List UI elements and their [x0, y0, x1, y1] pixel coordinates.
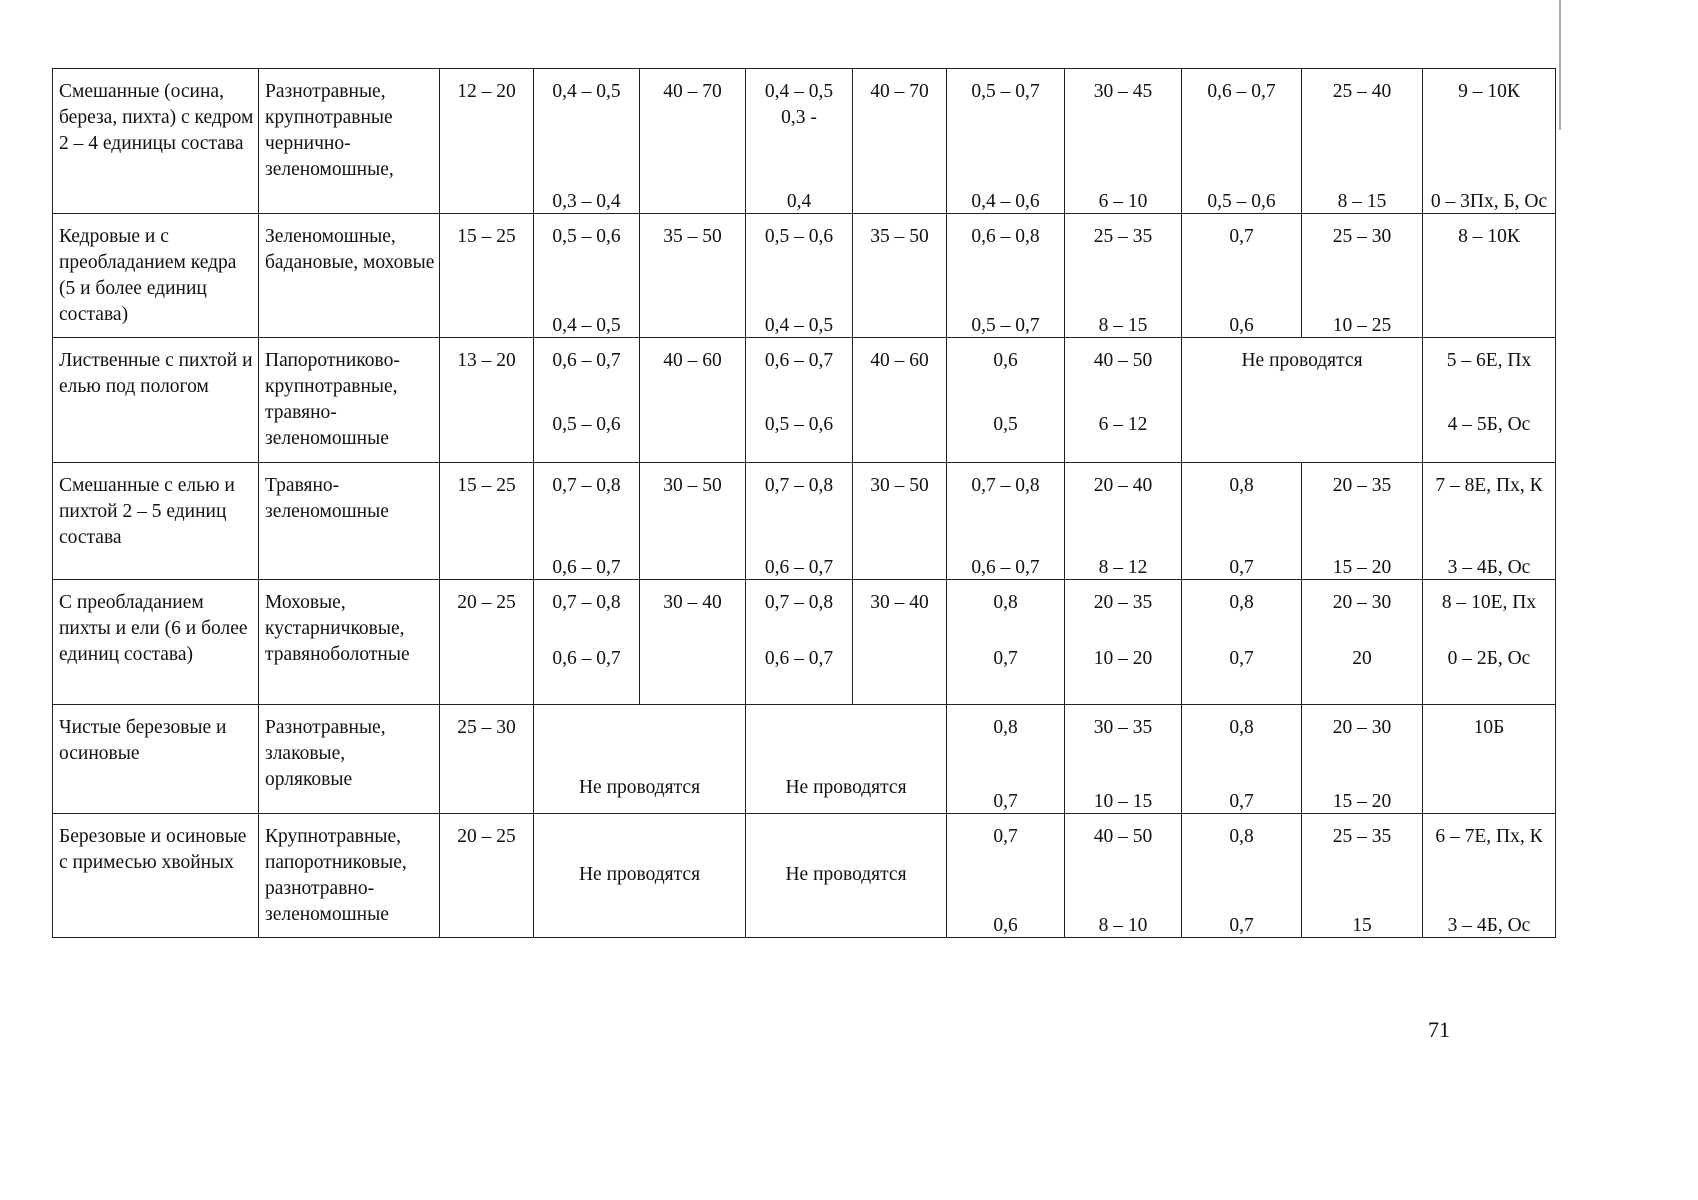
table-cell	[534, 338, 640, 463]
forest-type-cell	[53, 214, 259, 338]
table-cell	[640, 463, 746, 580]
cell-value: 5 – 6Е, Пх	[1446, 350, 1532, 371]
table-cell	[947, 214, 1065, 338]
cell-value: 0,4 – 0,5	[764, 315, 834, 336]
not-conducted-label: Не проводятся	[785, 777, 907, 798]
cell-value: 0,4 – 0,5	[552, 81, 621, 102]
cell-value: 0,5 – 0,7	[971, 81, 1040, 102]
cell-value: 0,6 – 0,7	[764, 350, 834, 371]
table-cell	[534, 580, 640, 705]
cell-value: 0,6 – 0,8	[971, 226, 1040, 247]
table-cell	[1182, 463, 1302, 580]
cell-value: 0,4 – 0,6	[971, 191, 1040, 212]
cell-value: 30 – 40	[663, 592, 722, 613]
cell-value: Чистые березовые и осиновые	[59, 717, 227, 764]
cell-value: 15 – 20	[1332, 791, 1392, 812]
cell-value: 0,8	[1229, 717, 1254, 738]
cell-value: 0,8	[1229, 826, 1254, 847]
cell-value: Моховые, кустарничковые, травяноболотные	[265, 592, 410, 665]
cell-value: 0,3 – 0,4	[552, 191, 621, 212]
table-cell	[1065, 705, 1182, 814]
table-cell	[640, 69, 746, 214]
cell-value: 0,8	[993, 717, 1018, 738]
table-cell	[853, 463, 947, 580]
cell-value: 0,5 – 0,6	[552, 414, 621, 435]
forest-type-cell	[53, 463, 259, 580]
cell-value: 0,7	[1229, 557, 1254, 578]
cell-value: 0,7 – 0,8	[971, 475, 1040, 496]
cell-value: Зеленомошные, бадановые, моховые	[265, 226, 435, 273]
cell-value: 25 – 35	[1093, 226, 1153, 247]
table-cell	[1302, 463, 1423, 580]
cell-value: 0,6 – 0,7	[764, 557, 834, 578]
page-number: 71	[1428, 1017, 1450, 1042]
cell-value: Не проводятся	[1241, 350, 1363, 371]
cell-value: 0,6 – 0,7	[552, 557, 621, 578]
cell-value: 30 – 50	[663, 475, 722, 496]
age-cell	[440, 214, 534, 338]
cell-value: 0,8	[1229, 592, 1254, 613]
cell-value: 30 – 35	[1093, 717, 1153, 738]
table-cell	[1302, 705, 1423, 814]
cell-value: 0,3 -	[781, 107, 817, 128]
cell-value: 0 – 2Б, Ос	[1447, 648, 1531, 669]
table-cell	[1065, 338, 1182, 463]
cell-value: 0,5 – 0,6	[764, 414, 834, 435]
cell-value: 0,4 – 0,5	[764, 81, 834, 102]
cell-value: 20 – 25	[457, 592, 516, 613]
cell-value: Лиственные с пихтой и елью под пологом	[59, 350, 253, 397]
cell-value: 0,5 – 0,6	[1207, 191, 1276, 212]
cell-value: 6 – 12	[1098, 414, 1148, 435]
cell-value: Разнотравные, злаковые, орляковые	[265, 717, 386, 790]
cell-value: 40 – 50	[1093, 350, 1153, 371]
cell-value: 0,7	[993, 791, 1018, 812]
merged-cell	[746, 705, 947, 814]
merged-cell	[534, 705, 746, 814]
cell-value: 20 – 30	[1332, 592, 1392, 613]
cell-value: 20 – 25	[457, 826, 516, 847]
cell-value: 6 – 10	[1098, 191, 1148, 212]
cell-value: 20 – 40	[1093, 475, 1153, 496]
composition-cell	[1423, 580, 1556, 705]
vegetation-type-cell	[259, 814, 440, 938]
cell-value: 0,7 – 0,8	[764, 475, 834, 496]
cell-value: 7 – 8Е, Пх, К	[1435, 475, 1543, 496]
cell-value: 10 – 15	[1093, 791, 1153, 812]
cell-value: 8 – 10Е, Пх	[1441, 592, 1537, 613]
age-cell	[440, 69, 534, 214]
table-cell	[746, 214, 853, 338]
table-cell	[1182, 705, 1302, 814]
cell-value: 10 – 25	[1332, 315, 1392, 336]
age-cell	[440, 338, 534, 463]
table-cell	[746, 580, 853, 705]
cell-value: 0,6	[993, 350, 1018, 371]
cell-value: 0,7 – 0,8	[764, 592, 834, 613]
cell-value: 0,4 – 0,5	[552, 315, 621, 336]
table-cell	[1302, 214, 1423, 338]
merged-cell	[1182, 338, 1423, 463]
cell-value: 0,7	[993, 648, 1018, 669]
table-cell	[1302, 69, 1423, 214]
not-conducted-label: Не проводятся	[578, 863, 701, 885]
cell-value: 0,5	[993, 414, 1018, 435]
table-cell	[1065, 580, 1182, 705]
cell-value: 0,7	[1229, 648, 1254, 669]
age-cell	[440, 814, 534, 938]
cell-value: 0,5 – 0,7	[971, 315, 1040, 336]
table-cell	[1065, 214, 1182, 338]
cell-value: С преобладанием пихты и ели (6 и более единиц состава)	[59, 592, 248, 665]
cell-value: 8 – 12	[1098, 557, 1148, 578]
cell-value: 0,8	[1229, 475, 1254, 496]
forest-type-cell	[53, 338, 259, 463]
cell-value: 40 – 60	[663, 350, 722, 371]
cell-value: 30 – 40	[870, 592, 929, 613]
cell-value: 12 – 20	[457, 81, 516, 102]
composition-cell	[1423, 705, 1556, 814]
cell-value: 8 – 10	[1098, 915, 1148, 936]
cell-value: 25 – 35	[1332, 826, 1392, 847]
cell-value: Смешанные с елью и пихтой 2 – 5 единиц состава	[59, 475, 235, 548]
cell-value: 25 – 30	[457, 717, 516, 738]
table-cell	[853, 580, 947, 705]
cell-value: 15	[1352, 915, 1372, 936]
cell-value: 15 – 25	[457, 226, 516, 247]
table-cell	[1065, 814, 1182, 938]
cell-value: 0,6	[1229, 315, 1254, 336]
forest-type-cell	[53, 69, 259, 214]
table-cell	[746, 338, 853, 463]
table-cell	[853, 214, 947, 338]
cell-value: 40 – 70	[663, 81, 722, 102]
table-cell	[640, 580, 746, 705]
vegetation-type-cell	[259, 705, 440, 814]
table-cell	[534, 69, 640, 214]
cell-value: 0,7	[1229, 791, 1254, 812]
cell-value: 15 – 20	[1332, 557, 1392, 578]
cell-value: Березовые и осиновые с примесью хвойных	[59, 826, 247, 873]
composition-cell	[1423, 214, 1556, 338]
cell-value: 0,5 – 0,6	[764, 226, 834, 247]
table-row	[53, 814, 1556, 938]
forest-type-cell	[53, 705, 259, 814]
table-row	[53, 69, 1556, 214]
cell-value: 0 – 3Пх, Б, Ос	[1430, 191, 1548, 212]
table-row	[53, 214, 1556, 338]
table-cell	[853, 69, 947, 214]
table-cell	[947, 580, 1065, 705]
table-cell	[947, 705, 1065, 814]
table-cell	[746, 69, 853, 214]
cell-value: 0,6 – 0,7	[764, 648, 834, 669]
table-cell	[640, 214, 746, 338]
cell-value: 35 – 50	[663, 226, 722, 247]
table-cell	[1065, 463, 1182, 580]
cell-value: 0,6 – 0,7	[552, 350, 621, 371]
table-cell	[1302, 580, 1423, 705]
composition-cell	[1423, 463, 1556, 580]
cell-value: 0,8	[993, 592, 1018, 613]
table-cell	[1182, 580, 1302, 705]
composition-cell	[1423, 814, 1556, 938]
cell-value: 25 – 40	[1332, 81, 1392, 102]
cell-value: 13 – 20	[457, 350, 516, 371]
scan-edge-line	[1559, 0, 1561, 130]
cell-value: 10Б	[1473, 717, 1505, 738]
vegetation-type-cell	[259, 580, 440, 705]
cell-value: 9 – 10К	[1458, 81, 1520, 102]
cell-value: 4 – 5Б, Ос	[1447, 414, 1531, 435]
cell-value: 0,7 – 0,8	[552, 475, 621, 496]
cell-value: 30 – 45	[1093, 81, 1153, 102]
cell-value: 0,7	[1229, 226, 1254, 247]
cell-value: 0,7	[993, 826, 1018, 847]
forest-type-cell	[53, 580, 259, 705]
cell-value: 8 – 15	[1098, 315, 1148, 336]
table-cell	[534, 463, 640, 580]
cell-value: 15 – 25	[457, 475, 516, 496]
table-cell	[1302, 814, 1423, 938]
table-cell	[947, 814, 1065, 938]
cell-value: 25 – 30	[1332, 226, 1392, 247]
table-cell	[534, 214, 640, 338]
cell-value: 40 – 50	[1093, 826, 1153, 847]
vegetation-type-cell	[259, 214, 440, 338]
age-cell	[440, 463, 534, 580]
age-cell	[440, 705, 534, 814]
vegetation-type-cell	[259, 463, 440, 580]
table-cell	[1065, 69, 1182, 214]
cell-value: 30 – 50	[870, 475, 929, 496]
cell-value: 0,7	[1229, 915, 1254, 936]
cell-value: Крупнотравные, папоротниковые, разнотравно-зеленомошные	[265, 826, 407, 925]
table-row	[53, 580, 1556, 705]
forest-type-cell	[53, 814, 259, 938]
cell-value: 0,5 – 0,6	[552, 226, 621, 247]
cell-value: 20	[1352, 648, 1372, 669]
cell-value: 20 – 30	[1332, 717, 1392, 738]
cell-value: 0,6	[993, 915, 1018, 936]
table-cell	[1182, 814, 1302, 938]
cell-value: 40 – 70	[870, 81, 929, 102]
cell-value: 20 – 35	[1332, 475, 1392, 496]
table-cell	[1182, 214, 1302, 338]
table-cell	[947, 338, 1065, 463]
table-cell	[947, 463, 1065, 580]
cell-value: Травяно-зеленомошные	[265, 475, 389, 522]
cell-value: 8 – 10К	[1458, 226, 1520, 247]
cell-value: 6 – 7Е, Пх, К	[1435, 826, 1543, 847]
cell-value: 0,6 – 0,7	[1207, 81, 1276, 102]
cell-value: 10 – 20	[1093, 648, 1153, 669]
vegetation-type-cell	[259, 338, 440, 463]
not-conducted-label: Не проводятся	[578, 777, 701, 798]
merged-cell	[534, 814, 746, 938]
cell-value: 20 – 35	[1093, 592, 1153, 613]
forest-table	[52, 68, 1556, 938]
cell-value: 0,4	[786, 191, 812, 212]
table-cell	[746, 463, 853, 580]
cell-value: Кедровые и с преобладанием кедра (5 и более единиц состава)	[59, 226, 237, 325]
table-row	[53, 705, 1556, 814]
composition-cell	[1423, 338, 1556, 463]
cell-value: 40 – 60	[870, 350, 929, 371]
table-row	[53, 338, 1556, 463]
cell-value: 35 – 50	[870, 226, 929, 247]
merged-cell	[746, 814, 947, 938]
not-conducted-label: Не проводятся	[785, 863, 907, 885]
cell-value: Разнотравные, крупнотравные чернично-зеленомошные,	[265, 81, 394, 180]
age-cell	[440, 580, 534, 705]
table-cell	[947, 69, 1065, 214]
vegetation-type-cell	[259, 69, 440, 214]
cell-value: Смешанные (осина, береза, пихта) с кедром 2 – 4 единицы состава	[59, 81, 254, 154]
table-cell	[1182, 69, 1302, 214]
cell-value: Папоротниково-крупнотравные, травяно-зеленомошные	[265, 350, 400, 449]
composition-cell	[1423, 69, 1556, 214]
table-cell	[853, 338, 947, 463]
table-row	[53, 463, 1556, 580]
table-cell	[640, 338, 746, 463]
cell-value: 0,7 – 0,8	[552, 592, 621, 613]
cell-value: 8 – 15	[1337, 191, 1387, 212]
cell-value: 0,6 – 0,7	[971, 557, 1040, 578]
cell-value: 3 – 4Б, Ос	[1447, 915, 1531, 936]
cell-value: 0,6 – 0,7	[552, 648, 621, 669]
cell-value: 3 – 4Б, Ос	[1447, 557, 1531, 578]
